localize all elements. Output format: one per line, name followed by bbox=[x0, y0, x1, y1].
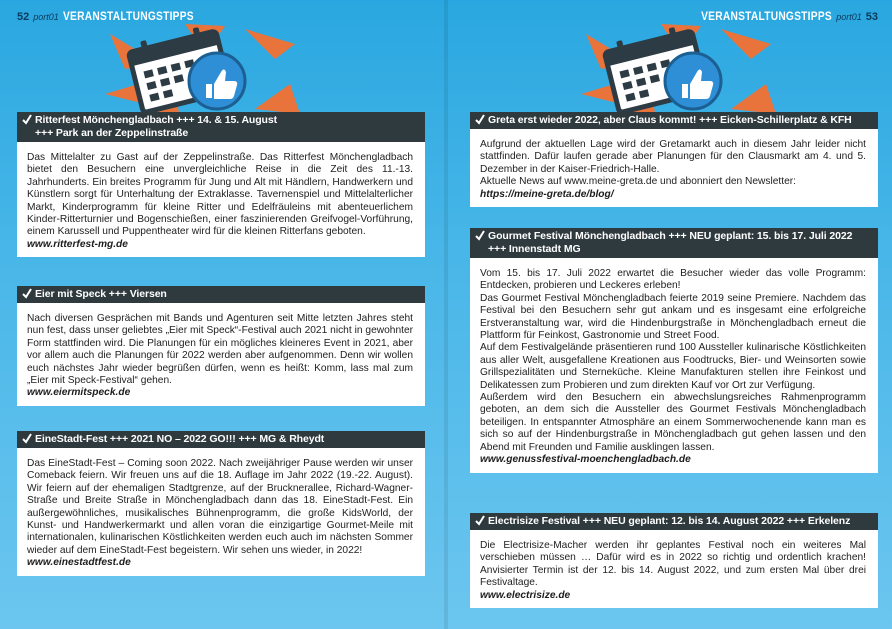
section-title: VERANSTALTUNGSTIPPS bbox=[62, 9, 194, 23]
article-einestadt-fest bbox=[17, 431, 425, 576]
article-heading bbox=[17, 431, 425, 448]
heading-line-1: Gourmet Festival Mönchengladbach +++ NEU geplant: 15. bis 17. Juli 2022 bbox=[488, 230, 853, 242]
page-number: 53 bbox=[865, 11, 878, 23]
heading-line-1: Greta erst wieder 2022, aber Claus kommt! +++ Eicken-Schillerplatz & KFH bbox=[488, 114, 852, 126]
article-body: Vom 15. bis 17. Juli 2022 erwartet die Besucher wieder das volle Programm: Entdecken, probieren und Leckeres erleben! bbox=[480, 268, 866, 292]
right-page bbox=[446, 0, 892, 629]
article-body: Die Electrisize-Macher werden ihr geplantes Festival noch ein weiteres Mal verschieben müssen … Dafür wird es in 2022 so richtig und ordentlich krachen! Anvisierter Termin ist der 12. bis 14. August 2022, und zum ersten Mal über drei Festivaltage. bbox=[480, 540, 866, 589]
check-icon bbox=[22, 288, 32, 299]
article-heading bbox=[470, 513, 878, 530]
magazine-name: port01 bbox=[33, 12, 59, 22]
article-body-2: Das Gourmet Festival Mönchengladbach feierte 2019 seine Premiere. Nachdem das Festival bei den Besuchern sehr gut ankam und es insgesamt eine erfolgreiche Erstveranstaltung war, wird die Hindenburgstraße in Mönchengladbach erneut die Plattform für Feinkost, Gastronomie und Street Food. bbox=[480, 292, 866, 342]
heading-line-1: Ritterfest Mönchengladbach +++ 14. & 15. August bbox=[35, 114, 278, 126]
article-greta bbox=[470, 112, 878, 207]
article-body-2: Aktuelle News auf www.meine-greta.de und abonniert den Newsletter: bbox=[480, 176, 796, 188]
article-body-3: Auf dem Festivalgelände präsentieren rund 100 Aussteller kulinarische Köstlichkeiten aus aller Welt, ausgefallene Kreationen aus Foodtrucks, Bier- und Weinsorten sowie Grillspezialitäten und Sterneküche. Kleine Manufakturen stellen ihre Feinkost und Delikatessen zum Probieren und zum direkten Kauf vor Ort zur Verfügung. bbox=[480, 342, 866, 391]
calendar-thumbs-up-icon bbox=[105, 24, 305, 124]
heading-line-2: +++ Park an der Zeppelinstraße bbox=[35, 127, 189, 139]
check-icon bbox=[475, 230, 485, 241]
article-body: Aufgrund der aktuellen Lage wird der Gretamarkt auch in diesem Jahr leider nicht stattfinden. Dafür laufen gerade aber Planungen für den Clausmarkt am 4. und 5. Dezember in der Kaiser-Friedrich-Halle. bbox=[480, 139, 866, 175]
article-heading bbox=[470, 228, 878, 258]
article-link[interactable]: www.ritterfest-mg.de bbox=[27, 238, 128, 250]
magazine-name: port01 bbox=[836, 12, 862, 22]
section-title: VERANSTALTUNGSTIPPS bbox=[701, 9, 833, 23]
check-icon bbox=[22, 114, 32, 125]
article-body: Nach diversen Gesprächen mit Bands und Agenturen seit Mitte letzten Jahres steht nun fest, dass unser geliebtes „Eier mit Speck“-Festival auch 2021 nicht in gewohnter Form stattfinden wird. Die Planungen für ein mögliches kleineres Event in 2021, aber vor allem auch die Planungen für 2022 werden aber aufgenommen. Denn wir wollen euch nächstes Jahr wieder begrüßen dürfen, wenn es heißt: Komm, lass mal zum „Eier mit Speck-Festival“ gehen. bbox=[27, 313, 413, 387]
calendar-thumbs-up-icon bbox=[581, 24, 781, 124]
running-header-right bbox=[678, 9, 878, 23]
heading-line-1: EineStadt-Fest +++ 2021 NO – 2022 GO!!! +++ MG & Rheydt bbox=[35, 433, 325, 445]
article-link[interactable]: https://meine-greta.de/blog/ bbox=[480, 188, 614, 200]
article-gourmet-festival bbox=[470, 228, 878, 473]
article-heading bbox=[17, 112, 425, 142]
heading-line-2: +++ Innenstadt MG bbox=[488, 243, 581, 255]
article-ritterfest bbox=[17, 112, 425, 257]
article-heading bbox=[470, 112, 878, 129]
article-link[interactable]: www.eiermitspeck.de bbox=[27, 387, 131, 399]
heading-line-1: Eier mit Speck +++ Viersen bbox=[35, 288, 167, 300]
page-number: 52 bbox=[17, 11, 30, 23]
article-body: Das Mittelalter zu Gast auf der Zeppelinstraße. Das Ritterfest Mönchengladbach bietet den Besuchern eine unvergleichliche Reise in die Zeit des 11.-13. Jahrhunderts. Ein breites Programm für Jung und Alt mit Händlern, Handwerkern und Künstlern sorgt für Unterhaltung der Extraklasse. Tavernenspiel und Mittelalterlicher Markt, Kinderprogramm für kleine Ritter und Edelfräuleins mit abenteuerlichem Kinder-Ritterturnier und Bogenschießen, einer faszinierenden Greifvogel-Vorführung, einem Karussell und Puppentheater wird für die kleinen Ritterfans geboten. bbox=[27, 152, 413, 238]
article-link[interactable]: www.electrisize.de bbox=[480, 589, 571, 601]
article-body-4: Außerdem wird den Besuchern ein abwechslungsreiches Rahmenprogramm geboten, an dem sich die Aussteller des Gourmet Festivals Mönchengladbach beteiligen. In entspannter Atmosphäre an einem Sommerwochenende kann man es sich so auf der Hindenburgstraße in Mönchengladbach gut gehen lassen und den Abend mit Freunden und Familie ausklingen lassen. bbox=[480, 392, 866, 453]
heading-line-1: Electrisize Festival +++ NEU geplant: 12. bis 14. August 2022 +++ Erkelenz bbox=[488, 515, 851, 527]
check-icon bbox=[22, 433, 32, 444]
article-link[interactable]: www.genussfestival-moenchengladbach.de bbox=[480, 454, 691, 466]
check-icon bbox=[475, 515, 485, 526]
article-link[interactable]: www.einestadtfest.de bbox=[27, 557, 131, 569]
article-electrisize bbox=[470, 513, 878, 608]
article-body: Das EineStadt-Fest – Coming soon 2022. Nach zweijähriger Pause werden wir unser Comeback feiern. Wir freuen uns auf die 18. Auflage im Jahr 2022 (19.-22. August). Wir feiern auf der ehemaligen Stadtgrenze, auf der Brucknerallee, Richard-Wagner-Straße und Breite Straße in Mönchengladbach dann das 18. EineStadt-Fest. Ein außergewöhnliches, musikalisches Bühnenprogramm, die große KidsWorld, der Kunst- und Handwerkermarkt und allen voran die einzigartige Gourmet-Meile mit internationalen, kulinarischen Köstlichkeiten werden euch auch im nächsten Sommer wieder auf dem EineStadt-Fest begeistern. Wir sehen uns wieder, in 2022! bbox=[27, 458, 413, 556]
running-header-left bbox=[17, 9, 217, 23]
check-icon bbox=[475, 114, 485, 125]
article-heading bbox=[17, 286, 425, 303]
article-eier-mit-speck bbox=[17, 286, 425, 406]
